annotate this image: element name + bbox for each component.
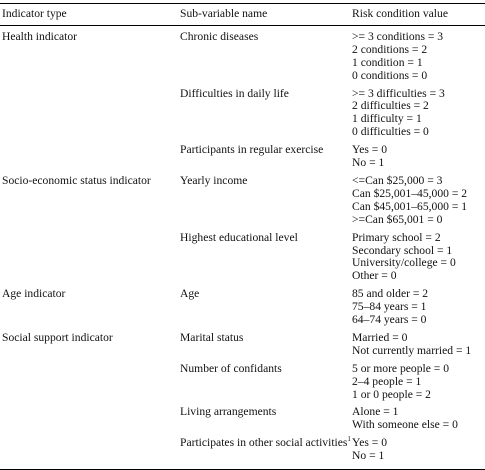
risk-values-cell xyxy=(352,401,485,432)
risk-value: 75–84 years = 1 xyxy=(352,300,427,314)
sub-variable-name: Number of confidants xyxy=(180,361,282,375)
risk-value: 85 and older = 2 xyxy=(352,287,429,301)
risk-value: Yes = 0 xyxy=(352,436,388,450)
risk-value: Can $25,001–45,000 = 2 xyxy=(352,186,468,200)
sub-variable-cell xyxy=(180,401,352,432)
table-header xyxy=(0,4,485,26)
risk-values-cell xyxy=(352,170,485,227)
risk-value: Alone = 1 xyxy=(352,405,399,419)
table-row xyxy=(0,83,485,140)
risk-values-cell xyxy=(352,283,485,327)
risk-value: Can $45,001–65,000 = 1 xyxy=(352,199,468,213)
indicator-type-cell xyxy=(0,401,180,432)
risk-value: >=Can $65,001 = 0 xyxy=(352,212,443,226)
sub-variable-cell xyxy=(180,432,352,469)
header-risk-value: Risk condition value xyxy=(352,4,485,26)
risk-value: 64–74 years = 0 xyxy=(352,313,427,327)
risk-indicator-table xyxy=(0,3,485,470)
sub-variable-cell xyxy=(180,25,352,82)
risk-values-cell xyxy=(352,227,485,284)
risk-value: 2 conditions = 2 xyxy=(352,42,428,56)
sub-variable-name: Highest educational level xyxy=(180,230,298,244)
risk-values-cell xyxy=(352,83,485,140)
table-row xyxy=(0,283,485,327)
table-row xyxy=(0,170,485,227)
indicator-type-cell: Age indicator xyxy=(2,287,66,301)
risk-values-cell xyxy=(352,432,485,469)
risk-value: No = 1 xyxy=(352,156,385,170)
risk-value: <=Can $25,000 = 3 xyxy=(352,173,443,187)
sub-variable-name: Marital status xyxy=(180,330,244,344)
indicator-type-cell xyxy=(0,227,180,284)
risk-values-cell xyxy=(352,358,485,402)
sub-variable-cell xyxy=(180,327,352,358)
header-sub-variable: Sub-variable name xyxy=(180,4,352,26)
risk-value: 2–4 people = 1 xyxy=(352,374,422,388)
risk-values-cell xyxy=(352,25,485,82)
sub-variable-name: Yearly income xyxy=(180,173,248,187)
risk-value: 1 difficulty = 1 xyxy=(352,112,422,126)
indicator-type-cell xyxy=(0,139,180,170)
sub-variable-name: Chronic diseases xyxy=(180,29,259,43)
table-row xyxy=(0,432,485,469)
sub-variable-name: Age xyxy=(180,287,200,301)
header-indicator-type: Indicator type xyxy=(0,4,180,26)
header-row xyxy=(0,4,485,26)
risk-value: 0 difficulties = 0 xyxy=(352,125,429,139)
risk-value: 1 or 0 people = 2 xyxy=(352,387,431,401)
table-body xyxy=(0,25,485,469)
risk-value: Yes = 0 xyxy=(352,143,388,157)
table-row xyxy=(0,327,485,358)
footnote-marker: 1 xyxy=(347,435,351,444)
indicator-type-cell: Social support indicator xyxy=(2,330,113,344)
risk-values-cell xyxy=(352,327,485,358)
sub-variable-name: Participates in other social activities xyxy=(180,436,348,450)
risk-value: >= 3 conditions = 3 xyxy=(352,29,444,43)
sub-variable-name: Difficulties in daily life xyxy=(180,86,289,100)
risk-value: Primary school = 2 xyxy=(352,230,441,244)
risk-value: 5 or more people = 0 xyxy=(352,361,450,375)
sub-variable-cell xyxy=(180,227,352,284)
sub-variable-name: Living arrangements xyxy=(180,405,277,419)
indicator-type-cell xyxy=(0,432,180,469)
sub-variable-cell xyxy=(180,170,352,227)
risk-values-cell xyxy=(352,139,485,170)
risk-value: 1 condition = 1 xyxy=(352,55,423,69)
sub-variable-cell xyxy=(180,83,352,140)
indicator-type-cell xyxy=(0,83,180,140)
sub-variable-name: Participants in regular exercise xyxy=(180,143,324,157)
indicator-type-cell: Health indicator xyxy=(2,29,78,43)
risk-value: 2 difficulties = 2 xyxy=(352,99,429,113)
table-row xyxy=(0,139,485,170)
table-row xyxy=(0,25,485,82)
risk-value: No = 1 xyxy=(352,449,385,463)
risk-value: Other = 0 xyxy=(352,269,397,283)
risk-value: With someone else = 0 xyxy=(352,418,458,432)
risk-value: University/college = 0 xyxy=(352,256,456,270)
risk-value: >= 3 difficulties = 3 xyxy=(352,86,445,100)
sub-variable-cell xyxy=(180,283,352,327)
table-row xyxy=(0,401,485,432)
table-row xyxy=(0,227,485,284)
sub-variable-cell xyxy=(180,358,352,402)
indicator-type-cell: Socio-economic status indicator xyxy=(2,173,151,187)
risk-value: Not currently married = 1 xyxy=(352,343,472,357)
risk-value: 0 conditions = 0 xyxy=(352,68,428,82)
indicator-type-cell xyxy=(0,358,180,402)
risk-value: Secondary school = 1 xyxy=(352,243,453,257)
risk-value: Married = 0 xyxy=(352,330,408,344)
table-row xyxy=(0,358,485,402)
sub-variable-cell xyxy=(180,139,352,170)
